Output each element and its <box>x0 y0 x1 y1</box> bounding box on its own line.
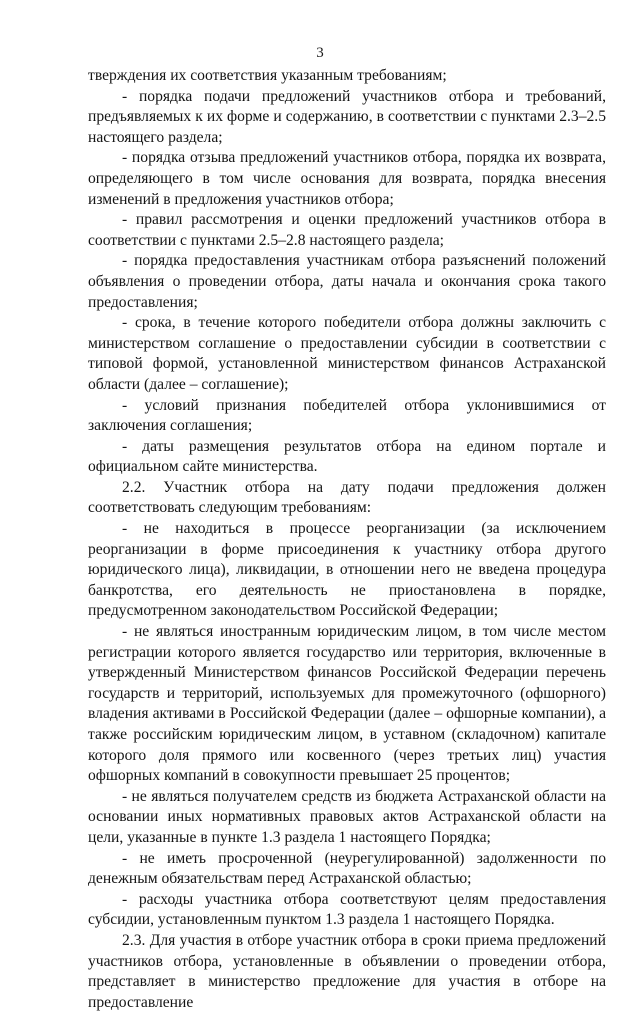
paragraph: - правил рассмотрения и оценки предложений участников отбора в соответствии с пунктами 2.5–2.8 настоящего раздела; <box>88 211 606 249</box>
paragraph: - порядка отзыва предложений участников отбора, порядка их возврата, определяющего в том числе основания для возврата, порядка внесения изменений в предложения участников отбора; <box>88 149 606 208</box>
paragraph: - порядка подачи предложений участников отбора и требований, предъявляемых к их форме и содержанию, в соответствии с пунктами 2.3–2.5 настоящего раздела; <box>88 87 606 146</box>
paragraph: 2.3. Для участия в отборе участник отбора в сроки приема предложений участников отбора, установленные в объявлении о проведении отбора, представляет в министерство предложение для участия в отборе на предоставление <box>88 931 606 1011</box>
paragraph-continuation: тверждения их соответствия указанным требованиям; <box>88 67 447 84</box>
paragraph: - расходы участника отбора соответствуют целям предоставления субсидии, установленным пунктом 1.3 раздела 1 настоящего Порядка. <box>88 890 606 929</box>
paragraph: - не являться иностранным юридическим лицом, в том числе местом регистрации которого является государство или территория, включенные в утвержденный Министерством финансов Российской Федерации перечень государств и территорий, используемых для промежуточного (офшорного) владения активами в Российской Федерации (далее – офшорные компании), а также российским юридическим лицом, в уставном (складочном) капитале которого доля прямого или косвенного (через третьих лиц) участия офшорных компаний в совокупности превышает 25 процентов; <box>88 623 606 785</box>
page-number: 3 <box>316 45 324 61</box>
paragraph: - не иметь просроченной (неурегулированной) задолженности по денежным обязательствам перед Астраханской областью; <box>88 849 606 888</box>
document-body <box>88 66 606 1013</box>
paragraph: - условий признания победителей отбора уклонившимися от заключения соглашения; <box>88 396 606 435</box>
paragraph: 2.2. Участник отбора на дату подачи предложения должен соответствовать следующим требованиям: <box>88 478 606 517</box>
paragraph: - срока, в течение которого победители отбора должны заключить с министерством соглашение о предоставлении субсидии в соответствии с типовой формой, установленной министерством финансов Астраханской области (далее – соглашение); <box>88 314 606 393</box>
paragraph: - не находиться в процессе реорганизации (за исключением реорганизации в форме присоединения к участнику отбора другого юридического лица), ликвидации, в отношении него не введена процедура банкротства, его деятельность не приостановлена в порядке, предусмотренном законодательством Российской Федерации; <box>88 520 606 620</box>
paragraph: - не являться получателем средств из бюджета Астраханской области на основании иных нормативных правовых актов Астраханской области на цели, указанные в пункте 1.3 раздела 1 настоящего Порядка; <box>88 787 606 846</box>
paragraph: - даты размещения результатов отбора на едином портале и официальном сайте министерства. <box>88 437 606 476</box>
paragraph: - порядка предоставления участникам отбора разъяснений положений объявления о проведении отбора, даты начала и окончания срока такого предоставления; <box>88 252 606 311</box>
